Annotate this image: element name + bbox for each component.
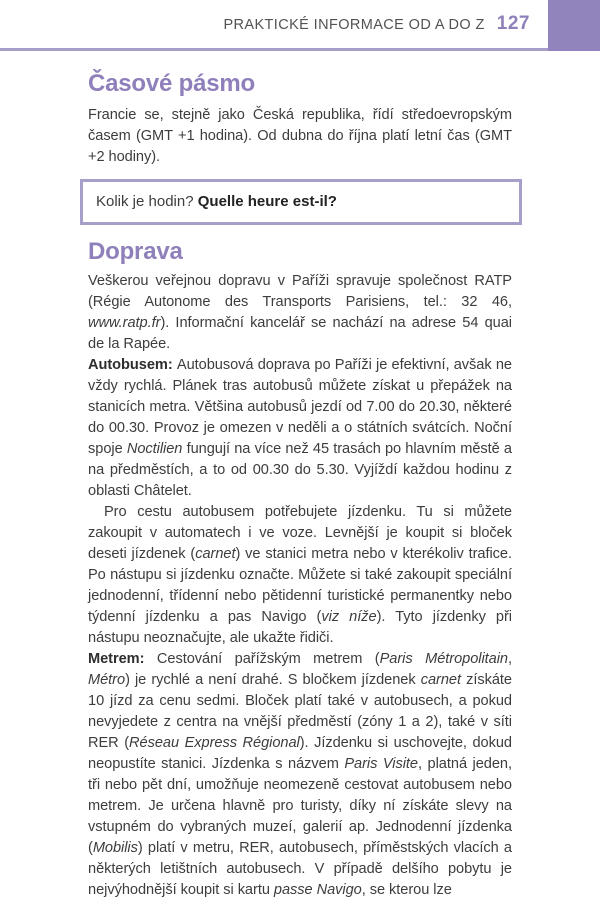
text-segment: , se kterou lze: [361, 882, 452, 899]
running-header-row: [223, 13, 530, 35]
italic-text-segment: Métro: [88, 672, 126, 689]
text-segment: ) je rychlé a není drahé. S bločkem jízdenek: [125, 672, 421, 689]
italic-text-segment: Paris Métropolitain: [379, 651, 508, 668]
text-segment: , platná jeden, tři nebo pět dní, umožňuje neomezeně cestovat autobusem nebo metrem. Je určena hlavně pro turisty, díky ní získáte slevy na vstupném do vybraných muzeí, galerií ap. Jednodenní jízdenka (: [88, 756, 512, 857]
text-segment: ) platí v metru, RER, autobusech, příměstských vlacích a některých letištních autobusech. V případě delšího pobytu je nejvýhodnější koupit si kartu: [88, 840, 512, 899]
italic-text-segment: Paris Visite: [344, 756, 419, 773]
text-segment: Autobusová doprava po Paříži je efektivní, avšak ne vždy rychlá. Plánek tras autobusů můžete získat u přepážek na stanicích metra. Většina autobusů jezdí od 7.00 do 20.30, některé do 00.30. Provoz je omezen v neděli a o státních svátcích. Noční spoje: [88, 357, 512, 458]
italic-text-segment: Mobilis: [92, 840, 138, 857]
text-segment: Cestování pařížským metrem (: [156, 651, 380, 668]
italic-text-segment: viz níže: [321, 609, 377, 626]
section-heading-time-zone: Časové pásmo: [88, 70, 256, 97]
transport-bus-paragraph: [88, 355, 512, 502]
chapter-corner-tab: [548, 0, 600, 51]
text-segment: fungují na více než 45 trasách po hlavním městě a na předměstích, a to od 00.30 do 5.30. Vyjíždí každou hodinu z oblasti Châtelet.: [88, 441, 512, 500]
text-segment: ). Jízdenku si uschovejte, dokud neopustíte stanici. Jízdenka s názvem: [88, 735, 512, 773]
phrase-box: [80, 179, 522, 225]
section-heading-transport: Doprava: [88, 238, 183, 266]
italic-text-segment: Réseau Express Régional: [129, 735, 300, 752]
text-segment: získáte 10 jízd za cenu sedmi. Bloček platí také v autobusech, a pokud nevyjedete z centra na vnější předměstí (zóny 1 a 2), také v síti RER (: [88, 672, 512, 752]
bold-text-segment: Quelle heure est-il?: [197, 193, 337, 211]
text-segment: Pro cestu autobusem potřebujete jízdenku. Tu si můžete zakoupit v automatech i ve voze. Levnější je koupit si bloček deseti jízdenek (: [88, 504, 512, 563]
bold-text-segment: Metrem:: [88, 651, 157, 668]
transport-intro-paragraph: [88, 271, 512, 355]
italic-text-segment: passe Navigo: [273, 882, 362, 899]
text-segment: ). Informační kancelář se nachází na adrese 54 quai de la Rapée.: [88, 315, 512, 353]
transport-metro-paragraph: [88, 649, 512, 901]
text-segment: ) ve stanici metra nebo v kterékoliv trafice. Po nástupu si jízdenku označte. Můžete si také zakoupit speciální jednodenní, třídenní nebo pětidenní turistické permanentky nebo týdenní jízdenku a pas Navigo (: [88, 546, 512, 626]
italic-text-segment: Noctilien: [126, 441, 183, 458]
italic-text-segment: carnet: [420, 672, 461, 689]
time-zone-paragraph: [88, 105, 512, 168]
text-segment: Francie se, stejně jako Česká republika, řídí středoevropským časem (GMT +1 hodina). Od dubna do října platí letní čas (GMT +2 hodiny).: [88, 107, 512, 166]
text-segment: ,: [508, 651, 513, 668]
running-header: [0, 0, 600, 51]
text-segment: Veškerou veřejnou dopravu v Paříži spravuje společnost RATP (Régie Autonome des Transports Parisiens, tel.: 32 46,: [88, 273, 512, 311]
bold-text-segment: Autobusem:: [88, 357, 177, 374]
italic-text-segment: www.ratp.fr: [88, 315, 161, 332]
italic-text-segment: carnet: [195, 546, 236, 563]
text-segment: Kolik je hodin?: [96, 193, 198, 211]
page-number: 127: [496, 13, 530, 34]
text-segment: ). Tyto jízdenky při nástupu neoznačujte, ale ukažte řidiči.: [88, 609, 513, 647]
page-content: [0, 51, 600, 901]
transport-tickets-paragraph: [88, 502, 512, 649]
running-title: PRAKTICKÉ INFORMACE OD A DO Z: [223, 17, 485, 33]
